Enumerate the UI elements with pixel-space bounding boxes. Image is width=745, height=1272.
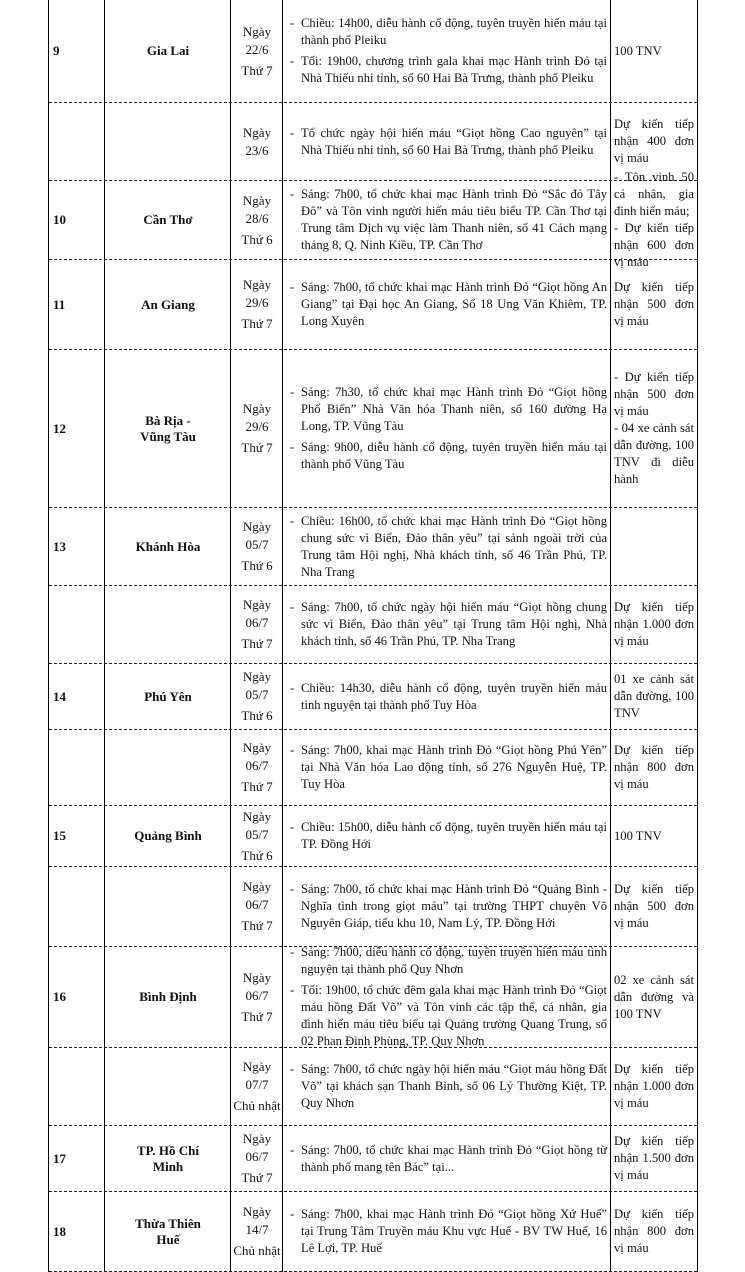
- notes-cell: [611, 1126, 697, 1191]
- activities-cell: [283, 508, 611, 585]
- row-number: [49, 1048, 105, 1125]
- activities-cell: [283, 947, 611, 1047]
- notes-cell: [611, 586, 697, 663]
- province-name-cell: [105, 867, 231, 946]
- activities-cell: [283, 181, 611, 259]
- schedule-table: [48, 0, 698, 1272]
- row-number: 18: [53, 1223, 66, 1239]
- row-number: 9: [53, 43, 60, 58]
- date-cell: [231, 260, 283, 349]
- date-cell: [231, 1126, 283, 1191]
- row-number: 11: [53, 296, 66, 312]
- activity-item: - Sáng: 9h00, diễu hành cổ động, tuyên truyền hiến máu tại thành phố Vũng Tàu: [287, 439, 607, 473]
- row-number: 17: [53, 1150, 66, 1166]
- date-day: 05/7: [245, 826, 269, 842]
- date-day: 29/6: [245, 295, 269, 310]
- notes-cell: [611, 1048, 697, 1125]
- date-day: 07/7: [245, 1077, 269, 1092]
- activities-cell: [283, 103, 611, 180]
- note-item: Dự kiến tiếp nhận 1.000 đơn vị máu: [614, 600, 694, 648]
- table-row: [49, 350, 697, 508]
- date-cell: [231, 806, 283, 866]
- row-number: [49, 867, 105, 946]
- activities-cell: [283, 1192, 611, 1271]
- row-number: 14: [53, 688, 66, 704]
- table-row: [49, 806, 697, 867]
- province-name: Bình Định: [139, 989, 197, 1004]
- note-item: Dự kiến tiếp nhận 800 đơn vị máu: [614, 1207, 694, 1255]
- date-label: Ngày: [242, 740, 272, 755]
- date-label: Ngày: [242, 519, 272, 534]
- activities-cell: [283, 867, 611, 946]
- notes-cell: [611, 508, 697, 585]
- date-cell: [231, 947, 283, 1047]
- province-name-cell: [105, 0, 231, 102]
- note-item: - Dự kiến tiếp nhận 600 đơn vị máu: [614, 221, 694, 269]
- date-weekday: Thứ 7: [241, 918, 273, 933]
- activity-item: - Sáng: 7h00, tổ chức khai mạc Hành trình Đỏ “Giọt hồng từ thành phố mang tên Bác” tại...: [287, 1142, 607, 1176]
- note-item: Dự kiến tiếp nhận 400 đơn vị máu: [614, 117, 694, 165]
- activity-item: - Tối: 19h00, tổ chức đêm gala khai mạc Hành trình Đỏ “Giọt máu hồng Đất Võ” và Tôn vinh các tập thể, cá nhân, gia đình hiến máu tiêu biểu tại Quảng trường Quang Trung, số 02 Phan Đình Phùng, TP. Quy Nhơn: [287, 982, 607, 1050]
- activities-cell: [283, 1048, 611, 1125]
- province-name: TP. Hồ Chí Minh: [136, 1142, 199, 1174]
- notes-cell: [611, 350, 697, 507]
- activities-cell: [283, 260, 611, 349]
- notes-cell: [611, 260, 697, 349]
- province-name-cell: [105, 1126, 231, 1191]
- date-weekday: Thứ 7: [241, 1170, 273, 1185]
- date-label: Ngày: [242, 808, 272, 824]
- row-number: [49, 730, 105, 805]
- date-label: Ngày: [242, 879, 272, 894]
- note-item: Dự kiến tiếp nhận 1.500 đơn vị máu: [614, 1134, 694, 1182]
- activity-item: - Chiều: 15h00, diễu hành cổ động, tuyên truyền hiến máu tại TP. Đồng Hới: [287, 819, 607, 853]
- activity-item: - Sáng: 7h00, khai mạc Hành trình Đỏ “Giọt hồng Xứ Huế” tại Trung Tâm Truyền máu Khu vực Huế - BV TW Huế, 16 Lê Lợi, TP. Huế: [287, 1206, 607, 1257]
- province-name-cell: [105, 508, 231, 585]
- province-name-cell: [105, 664, 231, 729]
- date-weekday: Chủ nhật: [233, 1243, 281, 1258]
- table-row: [49, 260, 697, 350]
- notes-cell: [611, 664, 697, 729]
- date-cell: [231, 508, 283, 585]
- date-weekday: Thứ 6: [241, 708, 273, 723]
- date-day: 28/6: [245, 210, 269, 226]
- note-item: 100 TNV: [614, 828, 662, 843]
- notes-cell: [611, 730, 697, 805]
- date-label: Ngày: [242, 124, 272, 140]
- date-day: 06/7: [245, 758, 269, 773]
- date-cell: [231, 1048, 283, 1125]
- province-name-cell: [105, 103, 231, 180]
- table-row: [49, 586, 697, 664]
- table-row: [49, 867, 697, 947]
- row-number: 12: [53, 420, 66, 436]
- date-cell: [231, 181, 283, 259]
- date-cell: [231, 1192, 283, 1271]
- province-name: Quảng Bình: [134, 828, 202, 843]
- row-number: [49, 586, 105, 663]
- note-item: - Tôn vinh 50 cá nhân, gia đình hiến máu;: [614, 170, 694, 218]
- date-weekday: Thứ 7: [241, 316, 273, 331]
- activities-cell: [283, 1126, 611, 1191]
- activity-item: - Sáng: 7h00, khai mạc Hành trình Đỏ “Giọt hồng Phú Yên” tại Nhà Văn hóa Lao động tỉnh, số 276 Nguyễn Huệ, TP. Tuy Hòa: [287, 742, 607, 793]
- activity-item: - Tổ chức ngày hội hiến máu “Giọt hồng Cao nguyên” tại Nhà Thiếu nhi tỉnh, số 60 Hai Bà Trưng, thành phố Pleiku: [287, 125, 607, 159]
- date-day: 06/7: [245, 897, 269, 912]
- province-name-cell: [105, 1192, 231, 1271]
- date-label: Ngày: [242, 277, 272, 292]
- note-item: 02 xe cảnh sát dẫn đường và 100 TNV: [614, 972, 694, 1021]
- note-item: - Dự kiến tiếp nhận 500 đơn vị máu: [614, 370, 694, 418]
- date-cell: [231, 586, 283, 663]
- date-label: Ngày: [242, 401, 272, 416]
- activity-item: - Sáng: 7h00, tổ chức ngày hội hiến máu “Giọt hồng chung sức vì Biển, Đảo thân yêu” tại Trung tâm Hội nghị, Nhà khách tỉnh, số 46 Trần Phú, TP. Nha Trang: [287, 599, 607, 650]
- activity-item: - Chiều: 14h00, diễu hành cổ động, tuyên truyền hiến máu tại thành phố Pleiku: [287, 15, 607, 49]
- table-row: [49, 1048, 697, 1126]
- date-day: 06/7: [245, 1149, 269, 1164]
- province-name-cell: [105, 1048, 231, 1125]
- province-name-cell: [105, 260, 231, 349]
- note-item: 100 TNV: [614, 43, 662, 58]
- province-name: An Giang: [141, 296, 195, 312]
- notes-cell: [611, 0, 697, 102]
- date-weekday: Thứ 6: [241, 558, 273, 573]
- table-row: [49, 170, 697, 269]
- date-day: 23/6: [245, 142, 269, 158]
- activities-cell: [283, 664, 611, 729]
- row-number: 16: [53, 989, 66, 1004]
- table-row: [49, 1126, 697, 1192]
- activity-item: - Sáng: 7h30, tổ chức khai mạc Hành trình Đỏ “Giọt hồng Phố Biển” Nhà Văn hóa Thanh niên, số 160 đường Hạ Long, TP. Vũng Tàu: [287, 384, 607, 435]
- province-name-cell: [105, 586, 231, 663]
- activities-cell: [283, 806, 611, 866]
- date-day: 06/7: [245, 987, 269, 1003]
- activity-item: - Tối: 19h00, chương trình gala khai mạc Hành trình Đỏ tại Nhà Thiếu nhi tỉnh, số 60 Hai Bà Trưng, thành phố Pleiku: [287, 53, 607, 87]
- activity-item: - Sáng: 7h00, diễu hành cổ động, tuyên truyền hiến máu tình nguyện tại thành phố Quy Nhơn: [287, 944, 607, 978]
- province-name: Gia Lai: [146, 43, 190, 58]
- date-day: 14/7: [245, 1222, 269, 1237]
- province-name-cell: [105, 730, 231, 805]
- note-item: Dự kiến tiếp nhận 800 đơn vị máu: [614, 743, 694, 791]
- notes-cell: [611, 1192, 697, 1271]
- table-row: [49, 1192, 697, 1272]
- note-item: Dự kiến tiếp nhận 500 đơn vị máu: [614, 882, 694, 930]
- province-name-cell: [105, 181, 231, 259]
- notes-cell: [611, 867, 697, 946]
- notes-cell: [611, 806, 697, 866]
- activities-cell: [283, 0, 611, 102]
- note-item: Dự kiến tiếp nhận 500 đơn vị máu: [614, 280, 694, 328]
- date-cell: [231, 350, 283, 507]
- notes-cell: [611, 947, 697, 1047]
- date-label: Ngày: [242, 669, 272, 684]
- date-weekday: Thứ 7: [241, 779, 273, 794]
- note-item: 01 xe cảnh sát dẫn đường, 100 TNV: [614, 672, 694, 720]
- row-number: 13: [53, 538, 66, 554]
- note-item: - 04 xe cảnh sát dẫn đường, 100 TNV đi diễu hành: [614, 421, 694, 486]
- table-row: [49, 664, 697, 730]
- notes-cell: [611, 170, 697, 269]
- date-cell: [231, 0, 283, 102]
- row-number: 15: [53, 828, 66, 843]
- province-name: Phú Yên: [144, 688, 192, 704]
- activities-cell: [283, 586, 611, 663]
- activity-item: - Sáng: 7h00, tổ chức ngày hội hiến máu “Giọt máu hồng Đất Võ” tại khách sạn Thanh Bình, số 06 Lý Thường Kiệt, TP. Quy Nhơn: [287, 1061, 607, 1112]
- date-day: 05/7: [245, 687, 269, 702]
- date-label: Ngày: [242, 1131, 272, 1146]
- date-weekday: Thứ 7: [241, 62, 273, 78]
- table-row: [49, 947, 697, 1048]
- date-label: Ngày: [242, 1059, 272, 1074]
- date-weekday: Thứ 7: [241, 1008, 273, 1024]
- activities-cell: [283, 350, 611, 507]
- table-row: [49, 508, 697, 586]
- date-cell: [231, 664, 283, 729]
- table-row: [49, 0, 697, 103]
- row-number: 10: [53, 212, 66, 227]
- date-day: 22/6: [245, 41, 269, 57]
- date-label: Ngày: [242, 969, 272, 985]
- province-name: Cần Thơ: [143, 212, 193, 227]
- province-name: Thừa Thiên Huế: [135, 1215, 201, 1247]
- province-name: Bà Rịa - Vũng Tàu: [140, 412, 196, 444]
- date-weekday: Chủ nhật: [233, 1098, 281, 1113]
- date-weekday: Thứ 6: [241, 231, 273, 247]
- date-cell: [231, 103, 283, 180]
- province-name-cell: [105, 947, 231, 1047]
- province-name-cell: [105, 806, 231, 866]
- activity-item: - Chiều: 14h30, diễu hành cổ động, tuyên truyền hiến máu tình nguyện tại thành phố Tuy Hòa: [287, 680, 607, 714]
- province-name-cell: [105, 350, 231, 507]
- note-item: Dự kiến tiếp nhận 1.000 đơn vị máu: [614, 1062, 694, 1110]
- date-weekday: Thứ 6: [241, 847, 273, 863]
- date-label: Ngày: [242, 1204, 272, 1219]
- date-weekday: Thứ 7: [241, 440, 273, 455]
- date-weekday: Thứ 7: [241, 636, 273, 651]
- date-day: 06/7: [245, 615, 269, 630]
- date-day: 29/6: [245, 419, 269, 434]
- activity-item: - Sáng: 7h00, tổ chức khai mạc Hành trình Đỏ “Giọt hồng An Giang” tại Đại học An Giang, Số 18 Ung Văn Khiêm, TP. Long Xuyên: [287, 279, 607, 330]
- date-label: Ngày: [242, 192, 272, 208]
- date-label: Ngày: [242, 597, 272, 612]
- activities-cell: [283, 730, 611, 805]
- table-row: [49, 730, 697, 806]
- province-name: Khánh Hòa: [135, 538, 201, 554]
- date-label: Ngày: [242, 23, 272, 39]
- row-number: [49, 103, 105, 180]
- table-row: [49, 103, 697, 181]
- activity-item: - Sáng: 7h00, tổ chức khai mạc Hành trình Đỏ “Sắc đỏ Tây Đô” và Tôn vinh người hiến máu tiêu biểu TP. Cần Thơ tại Trung tâm Dịch vụ việc làm Thanh niên, số 41 Cách mạng tháng 8, Q. Ninh Kiều, TP. Cần Thơ: [287, 186, 607, 254]
- date-cell: [231, 730, 283, 805]
- activity-item: - Sáng: 7h00, tổ chức khai mạc Hành trình Đỏ “Quảng Bình - Nghĩa tình trong giọt máu” tại trường THPT chuyên Võ Nguyên Giáp, tiểu khu 10, Nam Lý, TP. Đồng Hới: [287, 881, 607, 932]
- activity-item: - Chiều: 16h00, tổ chức khai mạc Hành trình Đỏ “Giọt hồng chung sức vì Biển, Đảo thân yêu” tại sảnh ngoài trời của Trung tâm Hội nghị, Nhà khách tỉnh, số 46 Trần Phú, TP. Nha Trang: [287, 513, 607, 581]
- date-cell: [231, 867, 283, 946]
- date-day: 05/7: [245, 537, 269, 552]
